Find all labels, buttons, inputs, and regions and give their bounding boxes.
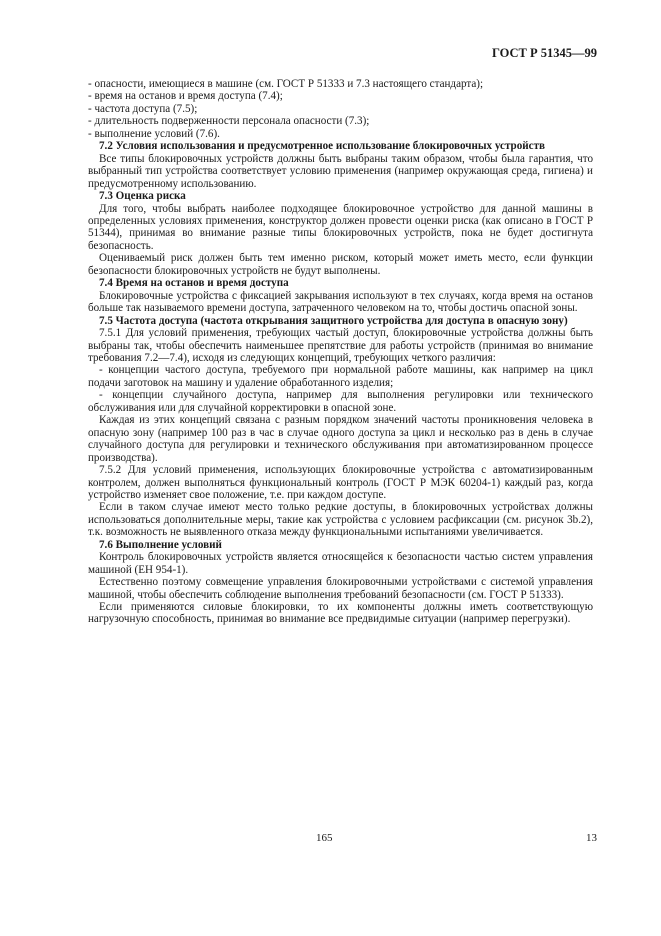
section-heading-7-4: 7.4 Время на останов и время доступа	[99, 277, 289, 290]
list-item: - опасности, имеющиеся в машине (см. ГОСТ Р 51333 и 7.3 настоящего стандарта);	[88, 78, 484, 90]
list-item: - время на останов и время доступа (7.4);	[88, 90, 283, 103]
list-item: - частота доступа (7.5);	[88, 102, 198, 115]
list-item: - длительность подверженности персонала опасности (7.3);	[88, 115, 370, 128]
paragraph: - концепции случайного доступа, например для выполнения регулировки или технического обслуживания или для случайной корректировки в опасной зоне.	[88, 389, 593, 414]
paragraph: Если применяются силовые блокировки, то их компоненты должны иметь соответствующую нагрузочную способность, принимая во внимание все предвидимые ситуации (например перегрузки).	[88, 601, 593, 626]
paragraph: Каждая из этих концепций связана с разным порядком значений частоты проникновения человека в опасную зону (например 100 раз в час в случае одного доступа за цикл и несколько раз в день в случае случайного доступа для регулировки и технического обслуживания при автоматизированном процессе производства).	[88, 414, 593, 464]
paragraph: Блокировочные устройства с фиксацией закрывания используют в тех случаях, когда время на останов больше так называемого времени доступа, затраченного человеком на то, чтобы достичь опасной зоны.	[88, 289, 593, 315]
paragraph: Контроль блокировочных устройств является относящейся к безопасности частью систем управления машиной (ЕН 954-1).	[88, 551, 593, 576]
section-heading-7-6: 7.6 Выполнение условий	[99, 538, 222, 551]
document-body	[88, 78, 593, 626]
paragraph: 7.5.2 Для условий применения, использующих блокировочные устройства с автоматизированным контролем, должен выполняться функциональный контроль (ГОСТ Р МЭК 60204-1) каждый раз, когда устройство изменяет свое положение, т.е. при каждом доступе.	[88, 464, 593, 501]
paragraph: Все типы блокировочных устройств должны быть выбраны таким образом, чтобы была гарантия, что выбранный тип устройства соответствует условию применения (например окружающая среда, гигиена) и предусмотренному использованию.	[88, 152, 593, 190]
page-number: 165	[316, 832, 333, 844]
document-standard-code: ГОСТ Р 51345—99	[491, 46, 597, 60]
paragraph: 7.5.1 Для условий применения, требующих частый доступ, блокировочные устройства должны быть выбраны так, чтобы обеспечить наименьшее препятствие для работы устройств (принимая во внимание требования 7.2—7.4), исходя из следующих концепций, требующих четкого различия:	[88, 327, 593, 364]
paragraph: Естественно поэтому совмещение управления блокировочными устройствами с системой управления машиной, чтобы обеспечить соблюдение выполнения требований безопасности (см. ГОСТ Р 51333).	[88, 576, 593, 601]
list-item: - выполнение условий (7.6).	[88, 127, 220, 140]
paragraph: Если в таком случае имеют место только редкие доступы, в блокировочных устройствах должны использоваться дополнительные меры, такие как устройства с условием расфиксации (см. рисунок 3b.2), т.к. возможность не выявленного отказа между функциональными испытаниями увеличивается.	[88, 501, 593, 539]
section-heading-7-3: 7.3 Оценка риска	[99, 190, 186, 203]
section-heading-7-5: 7.5 Частота доступа (частота открывания защитного устройства для доступа в опасную зону)	[99, 314, 568, 327]
paragraph: Оцениваемый риск должен быть тем именно риском, который может иметь место, если функции безопасности блокировочных устройств не будут выполнены.	[88, 252, 593, 277]
section-heading-7-2: 7.2 Условия использования и предусмотренное использование блокировочных устройств	[99, 140, 546, 153]
paragraph: Для того, чтобы выбрать наиболее подходящее блокировочное устройство для данной машины в определенных условиях применения, конструктор должен провести оценки риска (как описано в ГОСТ Р 51344), принимая во внимание разные типы блокировочных устройств, пока не будет достигнута безопасность.	[88, 202, 593, 252]
sheet-number: 13	[586, 832, 597, 844]
paragraph: - концепции частого доступа, требуемого при нормальной работе машины, как например на цикл подачи заготовок на машину и удаление обработанного изделия;	[88, 364, 593, 389]
